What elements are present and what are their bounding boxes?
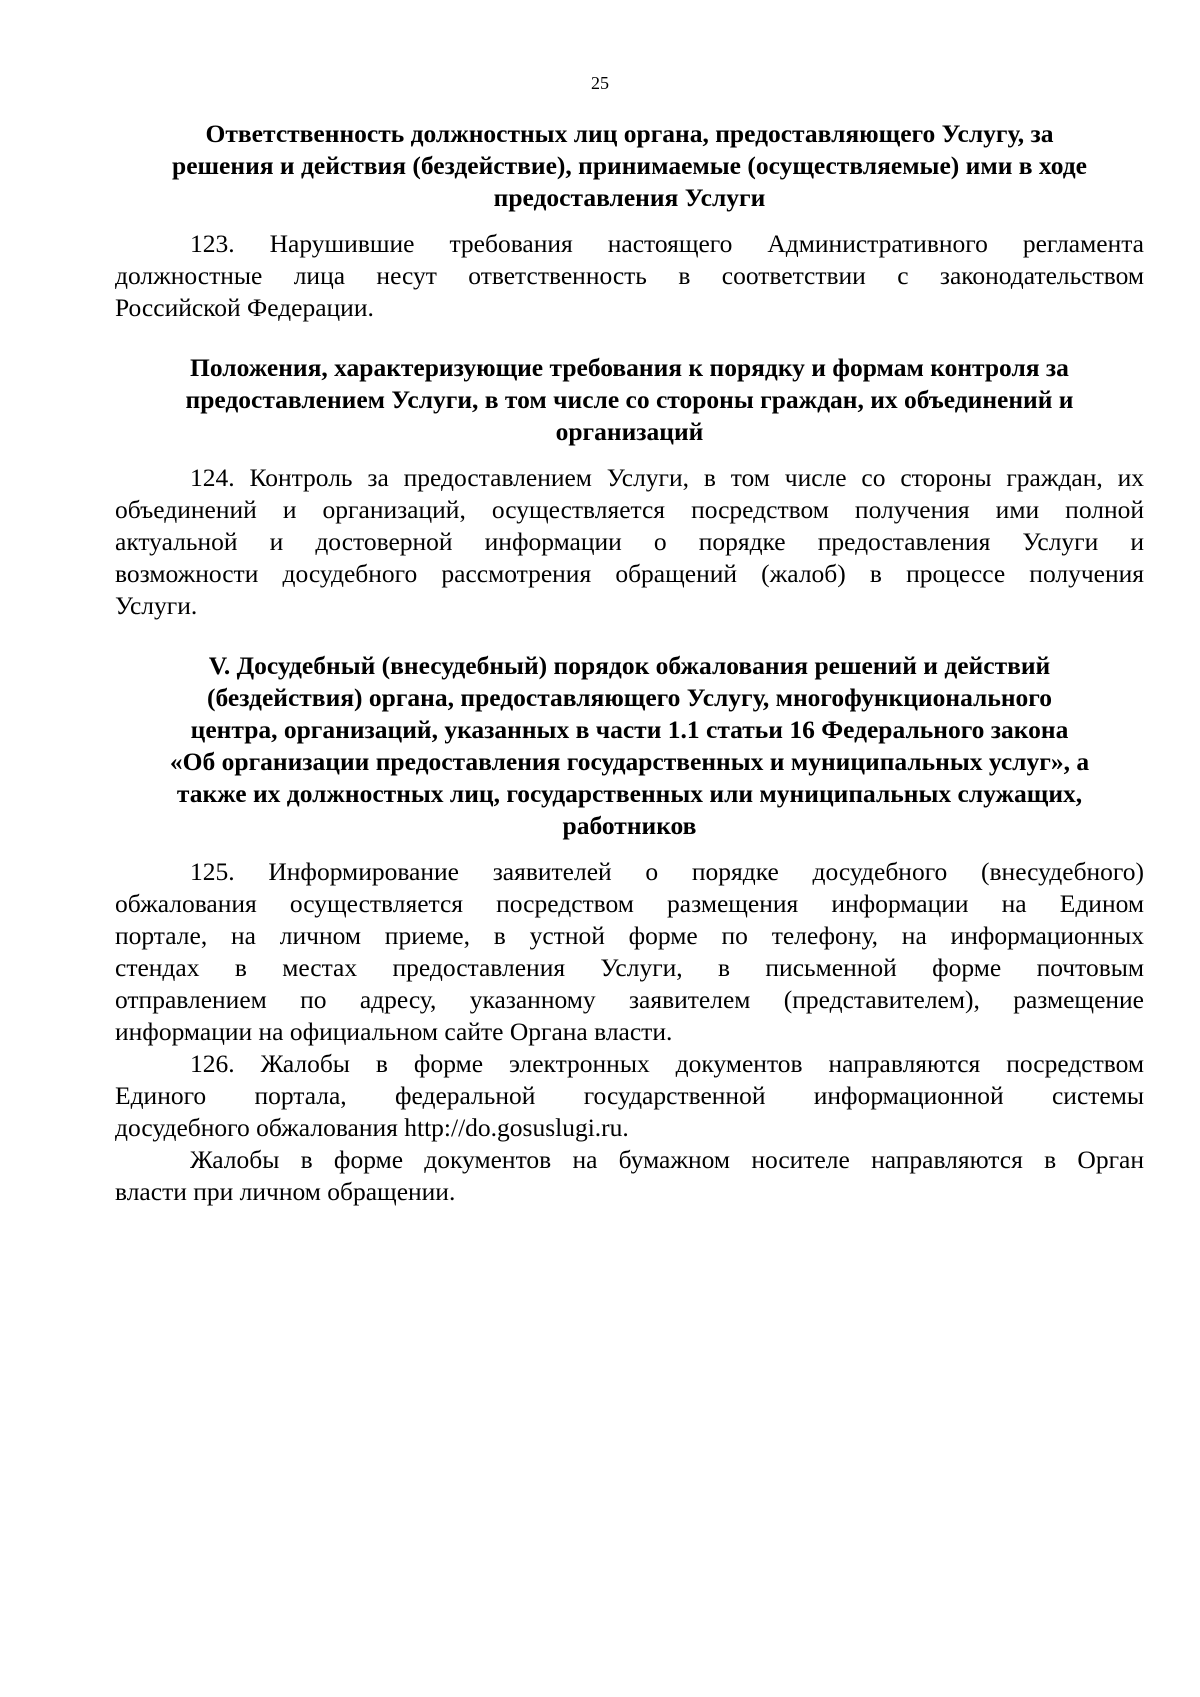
heading-line: работников xyxy=(562,811,697,840)
heading-line: V. Досудебный (внесудебный) порядок обжалования решений и действий xyxy=(208,651,1051,680)
paragraph-line: портале, на личном приеме, в устной форме по телефону, на информационных xyxy=(115,921,1144,950)
paragraph-123 xyxy=(115,228,1144,324)
section-heading-responsibility xyxy=(115,118,1144,214)
section-heading-control xyxy=(115,352,1144,448)
heading-line: организаций xyxy=(555,417,704,446)
paragraph-124 xyxy=(115,462,1144,622)
paragraph-126 xyxy=(115,1048,1144,1144)
heading-line: также их должностных лиц, государственных или муниципальных служащих, xyxy=(176,779,1083,808)
heading-line: (бездействия) органа, предоставляющего Услугу, многофункционального xyxy=(207,683,1052,712)
paragraph-line: отправлением по адресу, указанному заявителем (представителем), размещение xyxy=(115,985,1144,1014)
paragraph-line: 126. Жалобы в форме электронных документов направляются посредством xyxy=(190,1049,1144,1078)
paragraph-line: 123. Нарушившие требования настоящего Административного регламента xyxy=(190,229,1144,258)
paragraph-line: информации на официальном сайте Органа власти. xyxy=(115,1017,673,1046)
paragraph-line: досудебного обжалования http://do.gosuslugi.ru. xyxy=(115,1113,629,1142)
page-number: 25 xyxy=(591,73,609,93)
heading-line: предоставлением Услуги, в том числе со стороны граждан, их объединений и xyxy=(185,385,1074,414)
paragraph-line: обжалования осуществляется посредством размещения информации на Едином xyxy=(115,889,1144,918)
heading-line: предоставления Услуги xyxy=(493,183,766,212)
paragraph-line: власти при личном обращении. xyxy=(115,1177,456,1206)
paragraph-line: 124. Контроль за предоставлением Услуги, в том числе со стороны граждан, их xyxy=(190,463,1144,492)
paragraph-line: объединений и организаций, осуществляется посредством получения ими полной xyxy=(115,495,1144,524)
paragraph-line: Жалобы в форме документов на бумажном носителе направляются в Орган xyxy=(190,1145,1144,1174)
heading-line: Ответственность должностных лиц органа, предоставляющего Услугу, за xyxy=(205,119,1054,148)
document-body xyxy=(115,118,1144,1208)
heading-line: центра, организаций, указанных в части 1.1 статьи 16 Федерального закона xyxy=(190,715,1069,744)
paragraph-line: должностные лица несут ответственность в соответствии с законодательством xyxy=(115,261,1144,290)
section-heading-appeal xyxy=(115,650,1144,842)
paragraph-line: Российской Федерации. xyxy=(115,293,374,322)
paragraph-line: 125. Информирование заявителей о порядке досудебного (внесудебного) xyxy=(190,857,1144,886)
heading-line: «Об организации предоставления государственных и муниципальных услуг», а xyxy=(169,747,1090,776)
paragraph-paper-complaints xyxy=(115,1144,1144,1208)
paragraph-line: актуальной и достоверной информации о порядке предоставления Услуги и xyxy=(115,527,1144,556)
heading-line: решения и действия (бездействие), принимаемые (осуществляемые) ими в ходе xyxy=(172,151,1087,180)
paragraph-line: возможности досудебного рассмотрения обращений (жалоб) в процессе получения xyxy=(115,559,1144,588)
paragraph-line: Услуги. xyxy=(115,591,198,620)
paragraph-line: Единого портала, федеральной государственной информационной системы xyxy=(115,1081,1144,1110)
heading-line: Положения, характеризующие требования к порядку и формам контроля за xyxy=(190,353,1069,382)
paragraph-line: стендах в местах предоставления Услуги, в письменной форме почтовым xyxy=(115,953,1144,982)
paragraph-125 xyxy=(115,856,1144,1048)
